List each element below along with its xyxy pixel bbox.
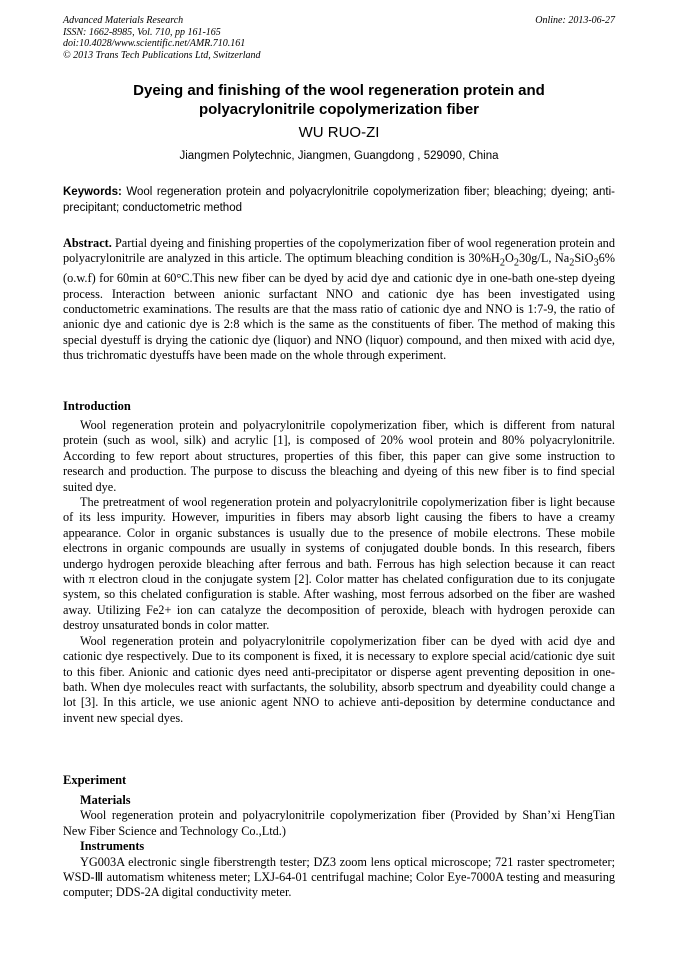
author-affiliation: Jiangmen Polytechnic, Jiangmen, Guangdong , 529090, China	[179, 150, 499, 162]
abstract-text-2: O	[504, 251, 514, 266]
abstract-text-1: Partial dyeing and finishing properties of the copolymerization fiber of wool regeneration protein and polyacrylonitrile are analyzed in this article. The optimum bleaching condition is 30%H	[63, 236, 615, 266]
author-name: WU RUO-ZI	[298, 124, 380, 141]
instruments-text: YG003A electronic single fiberstrength tester; DZ3 zoom lens optical microscope; 721 raster spectrometer; WSD-Ⅲ automatism whiteness meter; LXJ-64-01 centrifugal machine; Color Eye-7000A testing and measuring computer; DDS-2A digital conductivity meter.	[63, 854, 615, 900]
instruments-heading: Instruments	[80, 839, 145, 854]
journal-name: Advanced Materials Research	[63, 15, 184, 26]
issn-line: ISSN: 1662-8985, Vol. 710, pp 161-165	[63, 26, 221, 38]
abstract-text-4: SiO	[574, 251, 594, 266]
online-date: Online: 2013-06-27	[535, 15, 615, 26]
doi-line[interactable]: doi:10.4028/www.scientific.net/AMR.710.161	[63, 38, 246, 49]
experiment-body	[63, 793, 615, 901]
materials-heading: Materials	[80, 793, 131, 807]
experiment-heading: Experiment	[63, 773, 127, 787]
keywords-label: Keywords:	[63, 186, 122, 198]
intro-paragraph-2: The pretreatment of wool regeneration protein and polyacrylonitrile copolymerization fiber is light because of its less impurity. However, impurities in fibers may absorb light causing the fibers to have a creamy appearance. Color in organic substances is usually due to the presence of mobile electrons. These mobile electrons in organic compounds are usually in systems of conjugated double bonds. In this research, fibers undergo hydrogen peroxide bleaching after ferrous and bath. Ferrous has high selection because it can react with π electron cloud in the conjugate system [2]. Color matter has chelated configuration due to its conjugate system, so this chelated configuration is stable. After washing, most ferrous adsorbed on the fiber are washed away. Utilizing Fe2+ ion can catalyze the decomposition of peroxide, bleach with hydrogen peroxide can destroy unsaturated bonds in color matter.	[63, 495, 615, 633]
abstract-sub-4: 3	[593, 257, 599, 269]
abstract-text-5: 6%(o.w.f) for 60min at 60°C.This new fiber can be dyed by acid dye and cationic dye in one-bath one-step dyeing process. Interaction between anionic surfactant NNO and cationic dye has been investigated using conductometric examinations. The results are that the mass ratio of cationic dye and NNO is 1:7-9, the ratio of anionic dye and cationic dye is 2:8 which is the same as the constituents of fiber. The method of making this special dyestuff is drying the cationic dye (liquor) and NNO (liquor) compound, and then mixed with acid dye, thus trichromatic dyestuffs have been made on the whole through experiment.	[63, 251, 615, 363]
keywords-text: Wool regeneration protein and polyacrylonitrile copolymerization fiber; bleaching; dyeing; anti-precipitant; conductometric method	[63, 186, 615, 214]
title-line-2: polyacrylonitrile copolymerization fiber	[198, 101, 480, 118]
paper-title	[63, 81, 615, 119]
abstract-block	[63, 236, 615, 364]
introduction-body	[63, 418, 615, 726]
abstract-sub-2: 2	[513, 257, 519, 269]
abstract-sub-1: 2	[499, 257, 505, 269]
keywords-block	[63, 184, 615, 216]
materials-text: Wool regeneration protein and polyacrylonitrile copolymerization fiber (Provided by Shan’xi HengTian New Fiber Science and Technology Co.,Ltd.)	[63, 808, 615, 838]
intro-paragraph-1: Wool regeneration protein and polyacrylonitrile copolymerization fiber, which is different from natural protein (such as wool, silk) and acrylic [1], is composed of 20% wool protein and 80% polyacrylonitrile. According to few report about structures, properties of this fiber, this paper can give some instruction to research and production. The purpose to discuss the bleaching and dyeing of this new fiber is to find special suited dye.	[63, 418, 615, 494]
copyright-line: © 2013 Trans Tech Publications Ltd, Switzerland	[63, 49, 261, 61]
abstract-sub-3: 2	[569, 257, 575, 269]
intro-paragraph-3: Wool regeneration protein and polyacrylonitrile copolymerization fiber can be dyed with acid dye and cationic dye respectively. Due to its component is fixed, it is necessary to explore special acid/cationic dye suit to this fiber. Anionic and cationic dyes need anti-precipitator or disperse agent preventing deposition in one-bath. When dye molecules react with surfactants, the solubility, absorb spectrum and dyeability could change a lot [3]. In this article, we use anionic agent NNO to achieve anti-deposition by determine conductance and invent new special dyes.	[63, 633, 615, 725]
journal-header	[63, 15, 261, 61]
title-line-1: Dyeing and finishing of the wool regeneration protein and	[133, 82, 545, 99]
abstract-label: Abstract.	[63, 236, 112, 250]
introduction-heading: Introduction	[63, 399, 131, 413]
abstract-text-3: 30g/L, Na	[518, 251, 570, 266]
